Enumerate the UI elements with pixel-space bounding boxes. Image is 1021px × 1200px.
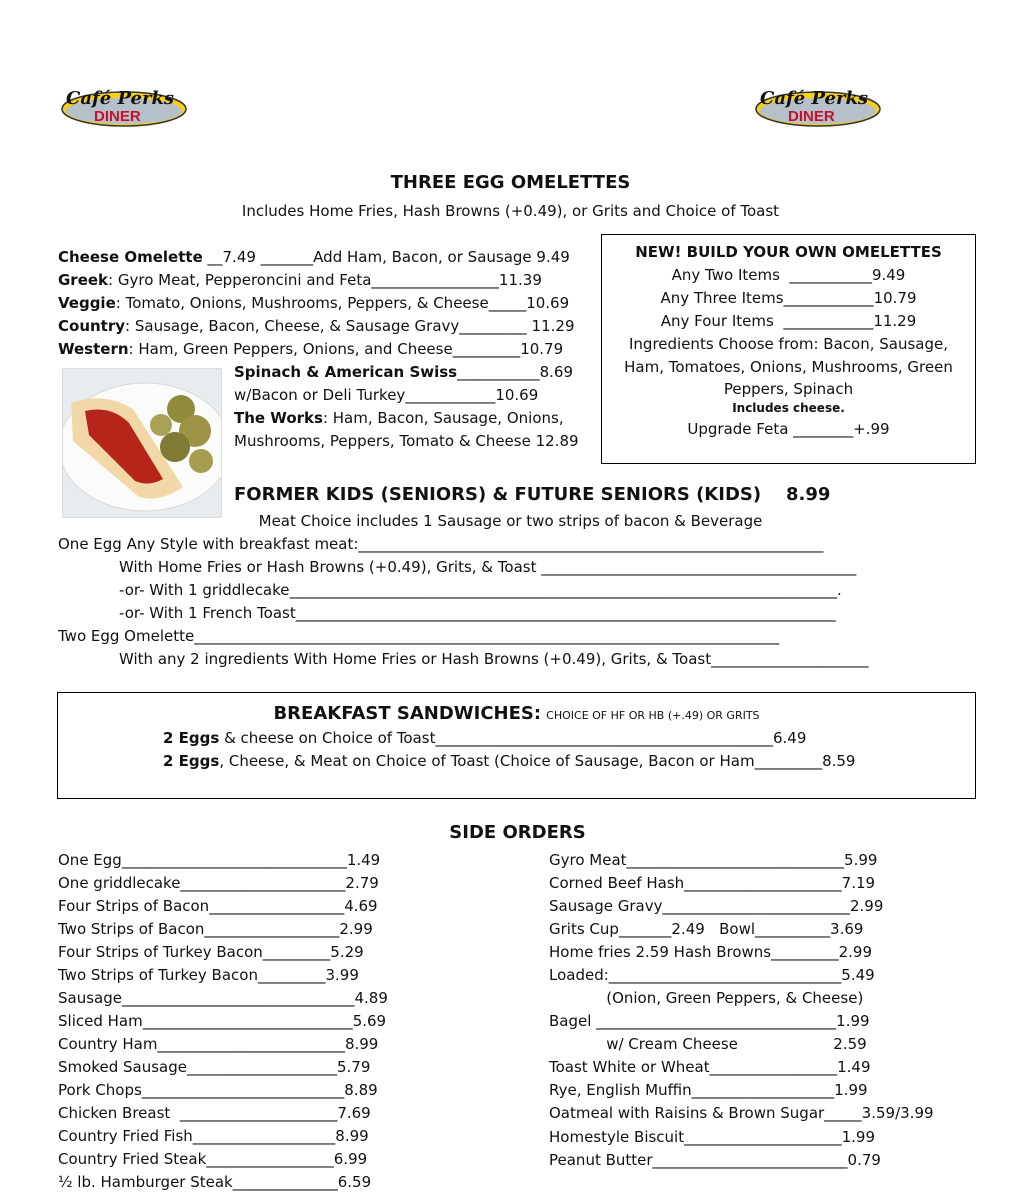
omelettes-subtitle: Includes Home Fries, Hash Browns (+0.49), or Grits and Choice of Toast (241, 202, 780, 220)
side-item: Two Strips of Turkey Bacon_________3.99 (58, 966, 359, 984)
sides-left (58, 849, 468, 1194)
side-item: Toast White or Wheat_________________1.49 (549, 1058, 871, 1076)
sides-right (549, 849, 959, 1172)
logo-text-top: Café Perks (760, 88, 869, 109)
kids-line: With any 2 ingredients With Home Fries or Hash Browns (+0.49), Grits, & Toast_____________________ (119, 650, 869, 668)
omelette-extras (234, 361, 599, 452)
omelette-list (58, 246, 593, 360)
build-line: Any Three Items____________10.79 (660, 289, 917, 307)
turkey-line: w/Bacon or Deli Turkey____________10.69 (234, 386, 539, 404)
kids-line: One Egg Any Style with breakfast meat:______________________________________________________________ (58, 535, 824, 553)
build-upgrade: Upgrade Feta ________+.99 (687, 420, 890, 438)
sandwiches-heading (58, 703, 975, 724)
side-item: Corned Beef Hash_____________________7.19 (549, 874, 876, 892)
side-item: ½ lb. Hamburger Steak______________6.59 (58, 1173, 372, 1191)
sandwiches-title: BREAKFAST SANDWICHES: (273, 703, 542, 724)
kids-line: -or- With 1 griddlecake_________________________________________________________________________. (119, 581, 842, 599)
sandwiches-box (57, 692, 976, 799)
omelettes-title: THREE EGG OMELETTES (390, 172, 631, 193)
build-line: Ingredients Choose from: Bacon, Sausage, (629, 335, 948, 353)
side-item: Rye, English Muffin___________________1.99 (549, 1081, 868, 1099)
kids-subtitle: Meat Choice includes 1 Sausage or two strips of bacon & Beverage (258, 512, 763, 530)
omelette-line: Greek: Gyro Meat, Pepperoncini and Feta_________________11.39 (58, 271, 542, 289)
side-item: Chicken Breast _____________________7.69 (58, 1104, 371, 1122)
side-item: Bagel ________________________________1.99 (549, 1012, 870, 1030)
side-item: One Egg______________________________1.49 (58, 851, 381, 869)
side-item: Peanut Butter__________________________0.79 (549, 1151, 881, 1169)
side-item: Home fries 2.59 Hash Browns_________2.99 (549, 943, 873, 961)
build-line: Any Two Items ___________9.49 (671, 266, 906, 284)
omelette-photo (62, 368, 222, 518)
kids-line: With Home Fries or Hash Browns (+0.49), Grits, & Toast __________________________________________ (119, 558, 857, 576)
logo-text-bottom: DINER (94, 108, 141, 125)
omelette-line: Western: Ham, Green Peppers, Onions, and Cheese_________10.79 (58, 340, 564, 358)
side-item: Sliced Ham____________________________5.69 (58, 1012, 387, 1030)
build-line: Peppers, Spinach (723, 380, 854, 398)
side-item: Loaded:_______________________________5.49 (549, 966, 875, 984)
sides-title: SIDE ORDERS (449, 822, 586, 843)
omelette-line: Veggie: Tomato, Onions, Mushrooms, Peppers, & Cheese_____10.69 (58, 294, 570, 312)
logo-right (754, 82, 882, 128)
side-item: Country Fried Fish___________________8.99 (58, 1127, 369, 1145)
side-item: w/ Cream Cheese 2.59 (549, 1035, 867, 1053)
omelette-line: Cheese Omelette __7.49 _______Add Ham, Bacon, or Sausage 9.49 (58, 248, 570, 266)
side-item: (Onion, Green Peppers, & Cheese) (549, 989, 864, 1007)
spinach-line: Spinach & American Swiss___________8.69 (234, 363, 574, 381)
logo-text-bottom: DINER (788, 108, 835, 125)
sandwiches-title-note: CHOICE OF HF OR HB (+.49) OR GRITS (546, 709, 760, 722)
side-item: One griddlecake______________________2.79 (58, 874, 379, 892)
side-item: Pork Chops___________________________8.89 (58, 1081, 378, 1099)
side-item: Four Strips of Turkey Bacon_________5.29 (58, 943, 364, 961)
sandwich-line: 2 Eggs & cheese on Choice of Toast_____________________________________________6.49 (163, 729, 807, 747)
build-your-own-title: NEW! BUILD YOUR OWN OMELETTES (635, 243, 942, 261)
omelette-line: Country: Sausage, Bacon, Cheese, & Sausage Gravy_________ 11.29 (58, 317, 575, 335)
side-item: Gyro Meat_____________________________5.99 (549, 851, 878, 869)
side-item: Grits Cup_______2.49 Bowl__________3.69 (549, 920, 864, 938)
build-your-own-box (601, 234, 976, 464)
works-line-2: Mushrooms, Peppers, Tomato & Cheese 12.89 (234, 432, 579, 450)
kids-title: FORMER KIDS (SENIORS) & FUTURE SENIORS (KIDS) (234, 484, 762, 505)
kids-line: -or- With 1 French Toast________________________________________________________________________ (119, 604, 836, 622)
sandwich-line: 2 Eggs, Cheese, & Meat on Choice of Toast (Choice of Sausage, Bacon or Ham_________8.59 (163, 752, 856, 770)
side-item: Smoked Sausage____________________5.79 (58, 1058, 371, 1076)
logo-left (60, 82, 188, 128)
build-line: Any Four Items ____________11.29 (660, 312, 917, 330)
kids-lines (58, 533, 978, 671)
side-item: Sausage Gravy_________________________2.99 (549, 897, 884, 915)
kids-line: Two Egg Omelette______________________________________________________________________________ (58, 627, 780, 645)
side-item: Country Fried Steak_________________6.99 (58, 1150, 368, 1168)
build-note: Includes cheese. (732, 401, 845, 415)
side-item: Homestyle Biscuit_____________________1.99 (549, 1128, 876, 1146)
build-line: Ham, Tomatoes, Onions, Mushrooms, Green (624, 358, 953, 376)
side-item: Four Strips of Bacon__________________4.69 (58, 897, 378, 915)
side-item: Oatmeal with Raisins & Brown Sugar_____3.59/3.99 (549, 1104, 934, 1122)
works-line: The Works: Ham, Bacon, Sausage, Onions, (234, 409, 564, 427)
logo-text-top: Café Perks (66, 88, 175, 109)
side-item: Sausage_______________________________4.89 (58, 989, 388, 1007)
kids-price: 8.99 (786, 484, 831, 505)
side-item: Two Strips of Bacon__________________2.99 (58, 920, 373, 938)
side-item: Country Ham_________________________8.99 (58, 1035, 379, 1053)
